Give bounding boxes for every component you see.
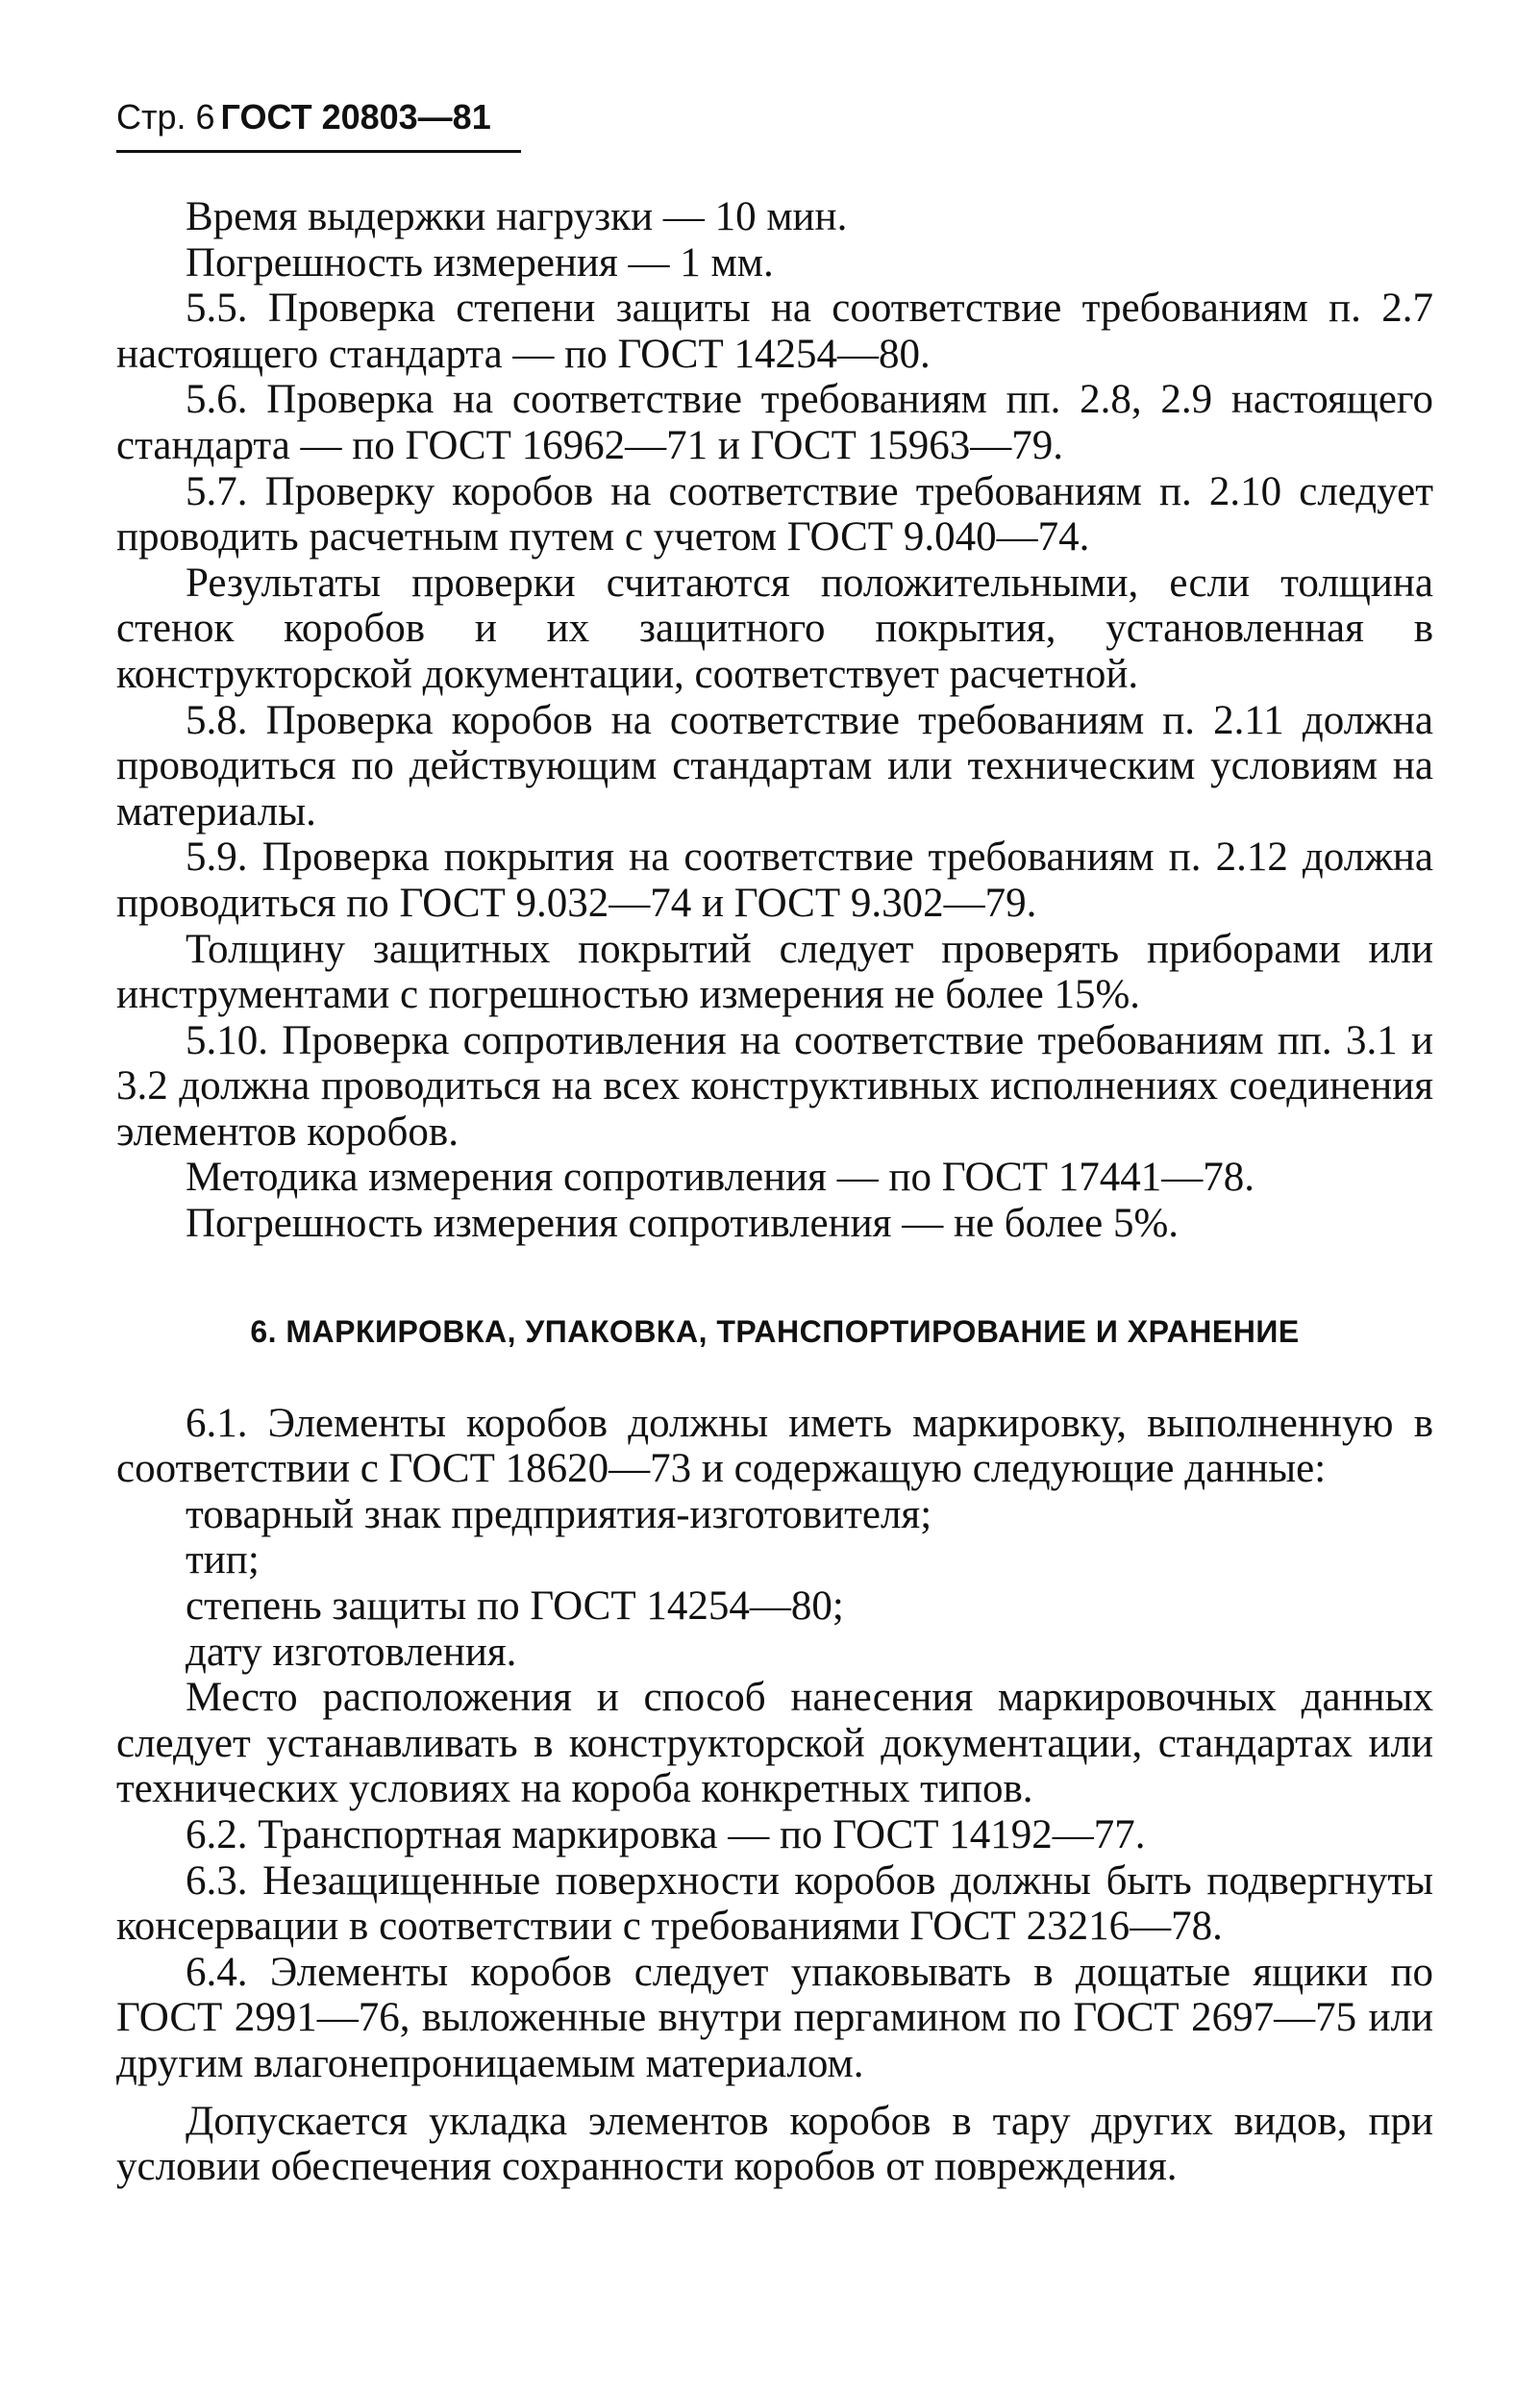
list-item: дату изготовления.	[186, 1629, 517, 1675]
paragraph-6-4: 6.4. Элементы коробов следует упаковывать в дощатые ящики по ГОСТ 2991—76, выложенные внутри пергамином по ГОСТ 2697—75 или другим влагонепроницаемым материалом.	[116, 1949, 1433, 2086]
list-item: степень защиты по ГОСТ 14254—80;	[186, 1583, 844, 1630]
paragraph-5-5: 5.5. Проверка степени защиты на соответствие требованиям п. 2.7 настоящего стандарта — по ГОСТ 14254—80.	[116, 286, 1433, 377]
list-item: товарный знак предприятия-изготовителя;	[186, 1491, 932, 1537]
list-item: тип;	[186, 1537, 260, 1583]
section-title: 6. МАРКИРОВКА, УПАКОВКА, ТРАНСПОРТИРОВАНИЕ И ХРАНЕНИЕ	[250, 1313, 1300, 1349]
header-rule	[116, 150, 521, 153]
paragraph-6-2: 6.2. Транспортная маркировка — по ГОСТ 14192—77.	[186, 1812, 1146, 1857]
paragraph-5-6: 5.6. Проверка на соответствие требованиям пп. 2.8, 2.9 настоящего стандарта — по ГОСТ 16962—71 и ГОСТ 15963—79.	[116, 377, 1433, 468]
body-text	[116, 194, 1433, 2190]
paragraph: Погрешность измерения — 1 мм.	[186, 239, 774, 286]
paragraph-6-1: 6.1. Элементы коробов должны иметь маркировку, выполненную в соответствии с ГОСТ 18620—73 и содержащую следующие данные:	[116, 1400, 1433, 1492]
paragraph-5-7: 5.7. Проверку коробов на соответствие требованиям п. 2.10 следует проводить расчетным путем с учетом ГОСТ 9.040—74.	[116, 468, 1433, 561]
paragraph: Толщину защитных покрытий следует проверять приборами или инструментами с погрешностью измерения не более 15%.	[116, 926, 1433, 1018]
paragraph: Время выдержки нагрузки — 10 мин.	[186, 194, 848, 239]
paragraph-5-9: 5.9. Проверка покрытия на соответствие требованиям п. 2.12 должна проводиться по ГОСТ 9.032—74 и ГОСТ 9.302—79.	[116, 835, 1433, 926]
paragraph: Место расположения и способ нанесения маркировочных данных следует устанавливать в конструкторской документации, стандартах или технических условиях на короба конкретных типов.	[116, 1675, 1433, 1812]
paragraph-6-3: 6.3. Незащищенные поверхности коробов должны быть подвергнуты консервации в соответствии с требованиями ГОСТ 23216—78.	[116, 1857, 1433, 1950]
paragraph: Допускается укладка элементов коробов в тару других видов, при условии обеспечения сохранности коробов от повреждения.	[116, 2098, 1433, 2190]
paragraph-5-8: 5.8. Проверка коробов на соответствие требованиям п. 2.11 должна проводиться по действующим стандартам или техническим условиям на материалы.	[116, 697, 1433, 835]
paragraph-5-10: 5.10. Проверка сопротивления на соответствие требованиям пп. 3.1 и 3.2 должна проводиться на всех конструктивных исполнениях соединения элементов коробов.	[116, 1017, 1433, 1155]
paragraph: Результаты проверки считаются положительными, если толщина стенок коробов и их защитного покрытия, установленная в конструкторской документации, соответствует расчетной.	[116, 560, 1433, 697]
standard-number: ГОСТ 20803—81	[220, 97, 491, 137]
paragraph: Погрешность измерения сопротивления — не более 5%.	[186, 1201, 1180, 1247]
running-head	[116, 98, 491, 137]
paragraph: Методика измерения сопротивления — по ГОСТ 17441—78.	[186, 1155, 1255, 1201]
page-number-label: Стр. 6	[116, 97, 215, 137]
